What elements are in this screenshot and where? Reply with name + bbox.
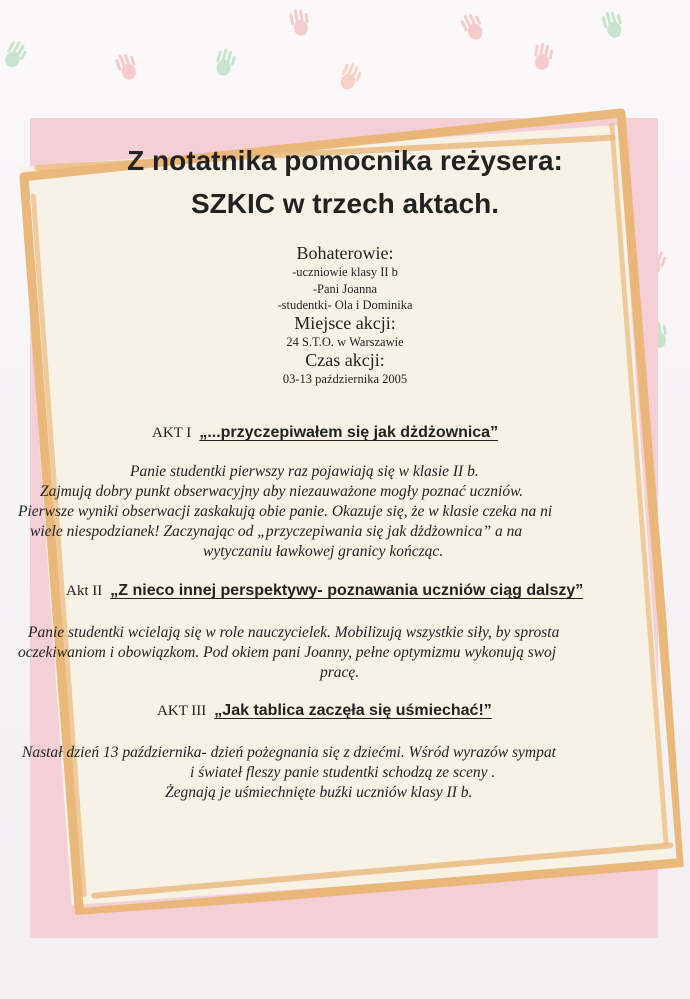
character-item: -Pani Joanna [312, 282, 378, 296]
title-line-1: Z notatnika pomocnika reżysera: [127, 145, 563, 176]
act-3-text-line: Żegnają je uśmiechnięte buźki uczniów klasy II b. [165, 784, 473, 801]
act-3-heading [157, 702, 492, 720]
act-label: AKT III [157, 703, 207, 719]
act-1-text-line: Panie studentki pierwszy raz pojawiają się w klasie II b. [130, 463, 479, 480]
act-label: Akt II [66, 583, 103, 599]
act-1-text-line: Zajmują dobry punkt obserwacyjny aby niezauważone mogły poznać uczniów. [40, 483, 524, 500]
time-value: 03-13 października 2005 [282, 372, 408, 386]
act-2-heading [66, 582, 583, 600]
act-label: AKT I [152, 425, 192, 441]
act-1-text-line: Pierwsze wyniki obserwacji zaskakują obie panie. Okazuje się, że w klasie czeka na ni [18, 503, 553, 520]
place-value: 24 S.T.O. w Warszawie [286, 335, 404, 349]
character-item: -studentki- Ola i Dominika [277, 298, 413, 312]
act-1-text-line: wytyczaniu ławkowej granicy kończąc. [203, 543, 444, 560]
act-title: „Jak tablica zaczęła się uśmiechać!” [214, 702, 492, 719]
act-2-text-line: oczekiwaniom i obowiązkom. Pod okiem pani Joanny, pełne optymizmu wykonują swoj [18, 644, 557, 661]
act-1-text-line: wiele niespodzianek! Zaczynając od „przyczepiwania się jak dżdżownica” a na [30, 523, 523, 540]
act-2-text-line: Panie studentki wcielają się w role nauczycielek. Mobilizują wszystkie siły, by sprosta [28, 624, 560, 641]
title-line-2: SZKIC w trzech aktach. [190, 188, 500, 219]
act-2-text-line: pracę. [320, 664, 360, 681]
act-title: „...przyczepiwałem się jak dżdżownica” [199, 424, 499, 441]
place-heading: Miejsce akcji: [294, 313, 396, 333]
act-1-heading [152, 424, 498, 442]
act-3-text-line: i świateł fleszy panie studentki schodzą ze sceny . [190, 764, 496, 781]
act-title: „Z nieco innej perspektywy- poznawania uczniów ciąg dalszy” [110, 582, 584, 599]
character-item: -uczniowie klasy II b [292, 265, 398, 279]
characters-heading: Bohaterowie: [296, 243, 394, 263]
act-3-text-line: Nastał dzień 13 października- dzień pożegnania się z dziećmi. Wśród wyrazów sympat [22, 744, 556, 761]
time-heading: Czas akcji: [305, 350, 385, 370]
